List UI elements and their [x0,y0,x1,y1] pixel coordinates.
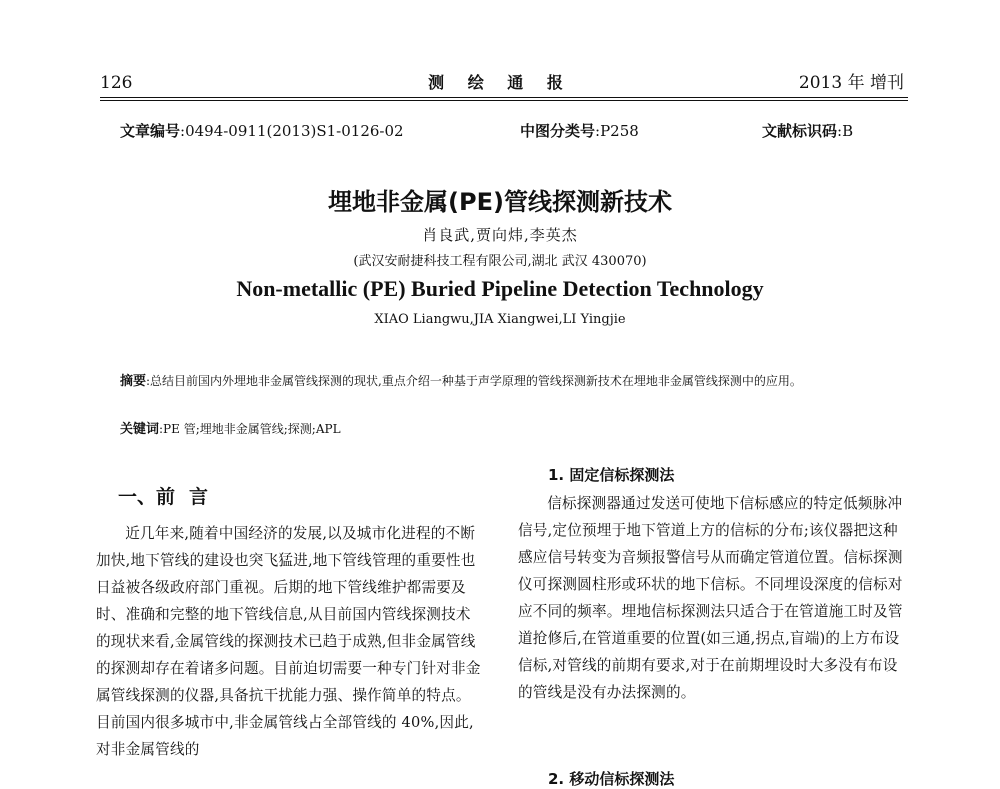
journal-name: 测 绘 通 报 [428,73,572,92]
document-code-value: :B [837,122,854,140]
subsection-heading-fixed-beacon: 1. 固定信标探测法 [548,466,675,484]
authors-chinese: 肖良武,贾向炜,李英杰 [422,226,578,244]
classification-number [520,121,639,141]
document-code [762,121,853,141]
section-title: 前言 [156,486,223,508]
document-code-label: 文献标识码 [762,122,838,140]
section-number: 一、 [118,486,157,508]
article-number [120,121,404,141]
title-chinese: 埋地非金属(PE)管线探测新技术 [328,188,672,216]
title-english: Non-metallic (PE) Buried Pipeline Detection Technology [236,276,764,301]
header-rule-top [100,97,908,98]
fixed-beacon-paragraph: 信标探测器通过发送可使地下信标感应的特定低频脉冲信号,定位预埋于地下管道上方的信标的分布;该仪器把这种感应信号转变为音频报警信号从而确定管道位置。信标探测仪可探测圆柱形或环状的地下信标。不同埋设深度的信标对应不同的频率。埋地信标探测法只适合于在管道施工时及管道抢修后,在管道重要的位置(如三通,拐点,盲端)的上方布设信标,对管线的前期有要求,对于在前期埋设时大多没有布设的管线是没有办法探测的。 [518,495,903,701]
issue-label: 2013 年 增刊 [798,73,904,93]
keywords-text: :PE 管;埋地非金属管线;探测;APL [159,422,341,436]
section-heading-introduction [118,482,222,509]
header-rule-bottom [100,100,908,101]
article-number-label: 文章编号 [120,122,181,140]
subsection-heading-mobile-beacon: 2. 移动信标探测法 [548,770,675,788]
authors-english: XIAO Liangwu,JIA Xiangwei,LI Yingjie [374,312,626,327]
classification-value: :P258 [595,122,639,140]
abstract-label: 摘要 [120,374,147,389]
classification-label: 中图分类号 [520,122,596,140]
intro-paragraph: 近几年来,随着中国经济的发展,以及城市化进程的不断加快,地下管线的建设也突飞猛进,地下管线管理的重要性也日益被各级政府部门重视。后期的地下管线维护都需要及时、准确和完整的地下管线信息,从目前国内管线探测技术的现状来看,金属管线的探测技术已趋于成熟,但非金属管线的探测却存在着诸多问题。目前迫切需要一种专门针对非金属管线探测的仪器,具备抗干扰能力强、操作简单的特点。目前国内很多城市中,非金属管线占全部管线的 40%,因此,对非金属管线的 [96,525,481,758]
right-column [518,490,910,706]
keywords [120,418,890,441]
page-number: 126 [100,73,133,93]
article-number-value: :0494-0911(2013)S1-0126-02 [180,122,404,140]
abstract [120,370,890,393]
affiliation-chinese: (武汉安耐捷科技工程有限公司,湖北 武汉 430070) [353,254,647,269]
abstract-text: :总结目前国内外埋地非金属管线探测的现状,重点介绍一种基于声学原理的管线探测新技术在埋地非金属管线探测中的应用。 [146,374,802,388]
keywords-label: 关键词 [120,422,160,437]
left-column [96,520,482,763]
